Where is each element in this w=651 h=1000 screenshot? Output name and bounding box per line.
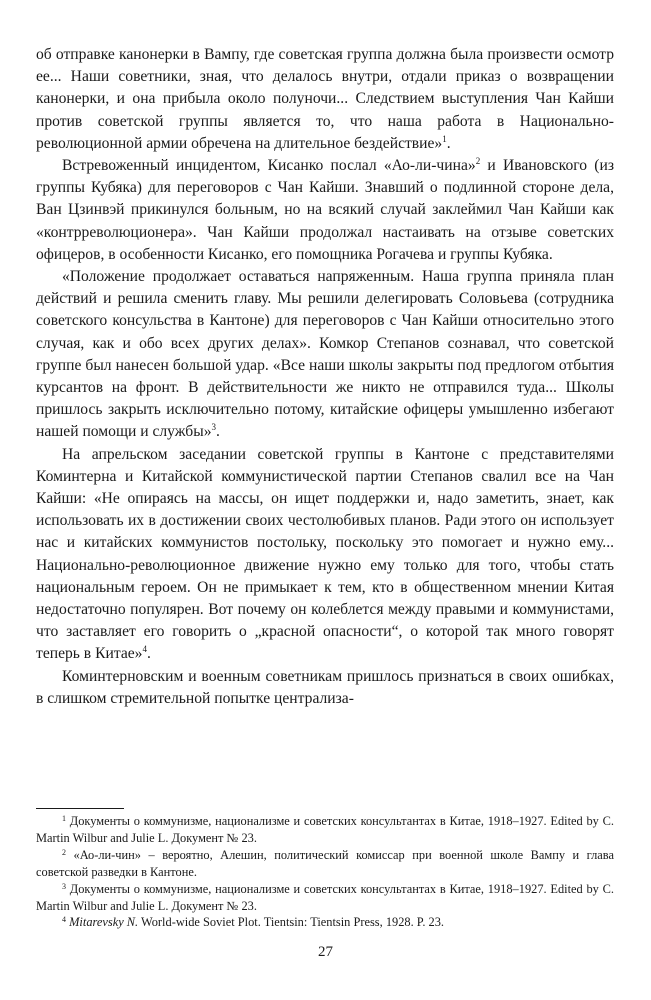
footnote-ref-2[interactable]: 2 xyxy=(475,156,481,167)
paragraph-2: Встревоженный инцидентом, Кисанко послал «Ао-ли-чина»$^2$ и Ивановского (из группы Кубяка) для переговоров с Чан Кайши. Знавший о подлинной стороне дела, Ван Цзинвэй прикинулся больным, но на всякий случай заклеймил Чан Кайши как «контрреволюционера». Чан Кайши продолжал настаивать на отзыве советских офицеров, в особенности Кисанко, его помощника Рогачева и группы Кубяка. xyxy=(36,156,614,263)
footnote-1: $^1$ Документы о коммунизме, национализме и советских консультантах в Китае, 1918–1927. Edited by C. Martin Wilbur and Julie L. Документ № 23. xyxy=(36,814,614,845)
footnote-divider xyxy=(36,808,124,809)
footnote-4: $^4$ Mitarevsky N. World-wide Soviet Plot. Tientsin: Tientsin Press, 1928. P. 23. xyxy=(62,915,444,930)
page-number: 27 xyxy=(318,944,333,960)
paragraph-5: Коминтерновским и военным советникам пришлось признаться в своих ошибках, в слишком стремительной попытке централиза- xyxy=(36,667,614,707)
footnote-ref-1[interactable]: 1 xyxy=(442,133,447,144)
paragraph-3: «Положение продолжает оставаться напряженным. Наша группа приняла план действий и решила сменить главу. Мы решили делегировать Соловьева (сотрудника советского консульства в Кантоне) для переговоров с Чан Кайши относительно этого случая, как и обо всех других делах». Комкор Степанов сознавал, что советской группе был нанесен большой удар. «Все наши школы закрыты под предлогом отбытия курсантов на фронт. В действительности же никто не отправился туда... Школы пришлось закрыть исключительно потому, китайские офицеры умышленно избегают нашей помощи и службы»$^3$. xyxy=(36,268,614,441)
footnotes xyxy=(36,813,614,931)
paragraph-1: об отправке канонерки в Вампу, где советская группа должна была произвести осмотр ее... Наши советники, зная, что делалось внутри, отдали приказ о возвращении канонерки, и она прибыла около полуночи... Следствием выступления Чан Кайши против советской группы является то, что наша работа в Национально-революционной армии обречена на длительное бездействие»$^1$. xyxy=(36,46,614,152)
footnote-4-author: Mitarevsky N. xyxy=(69,915,139,930)
footnote-ref-4[interactable]: 4 xyxy=(142,644,147,655)
page-body xyxy=(36,44,614,710)
footnote-2: $^2$ «Ао-ли-чин» – вероятно, Алешин, политический комиссар при военной школе Вампу и глава советской разведки в Кантоне. xyxy=(36,847,614,879)
paragraph-4: На апрельском заседании советской группы в Кантоне с представителями Коминтерна и Китайской коммунистической партии Степанов свалил все на Чан Кайши: «Не опираясь на массы, он ищет поддержки и, надо заметить, знает, как использовать их в достижении своих честолюбивых планов. Ради этого он использует нас и китайских коммунистов постольку, поскольку это помогает и нужно ему... Национально-революционное движение нужно ему только для того, чтобы стать национальным героем. Он не примыкает к тем, кто в общественном мнении Китая недостаточно популярен. Вот почему он колеблется между правыми и коммунистами, что заставляет его говорить о „красной опасности“, о которой так много говорят теперь в Китае»$^4$. xyxy=(36,445,614,663)
footnote-ref-3[interactable]: 3 xyxy=(211,422,217,433)
footnote-3: $^3$ Документы о коммунизме, национализме и советских консультантах в Китае, 1918–1927. Edited by C. Martin Wilbur and Julie L. Документ № 23. xyxy=(36,881,614,913)
